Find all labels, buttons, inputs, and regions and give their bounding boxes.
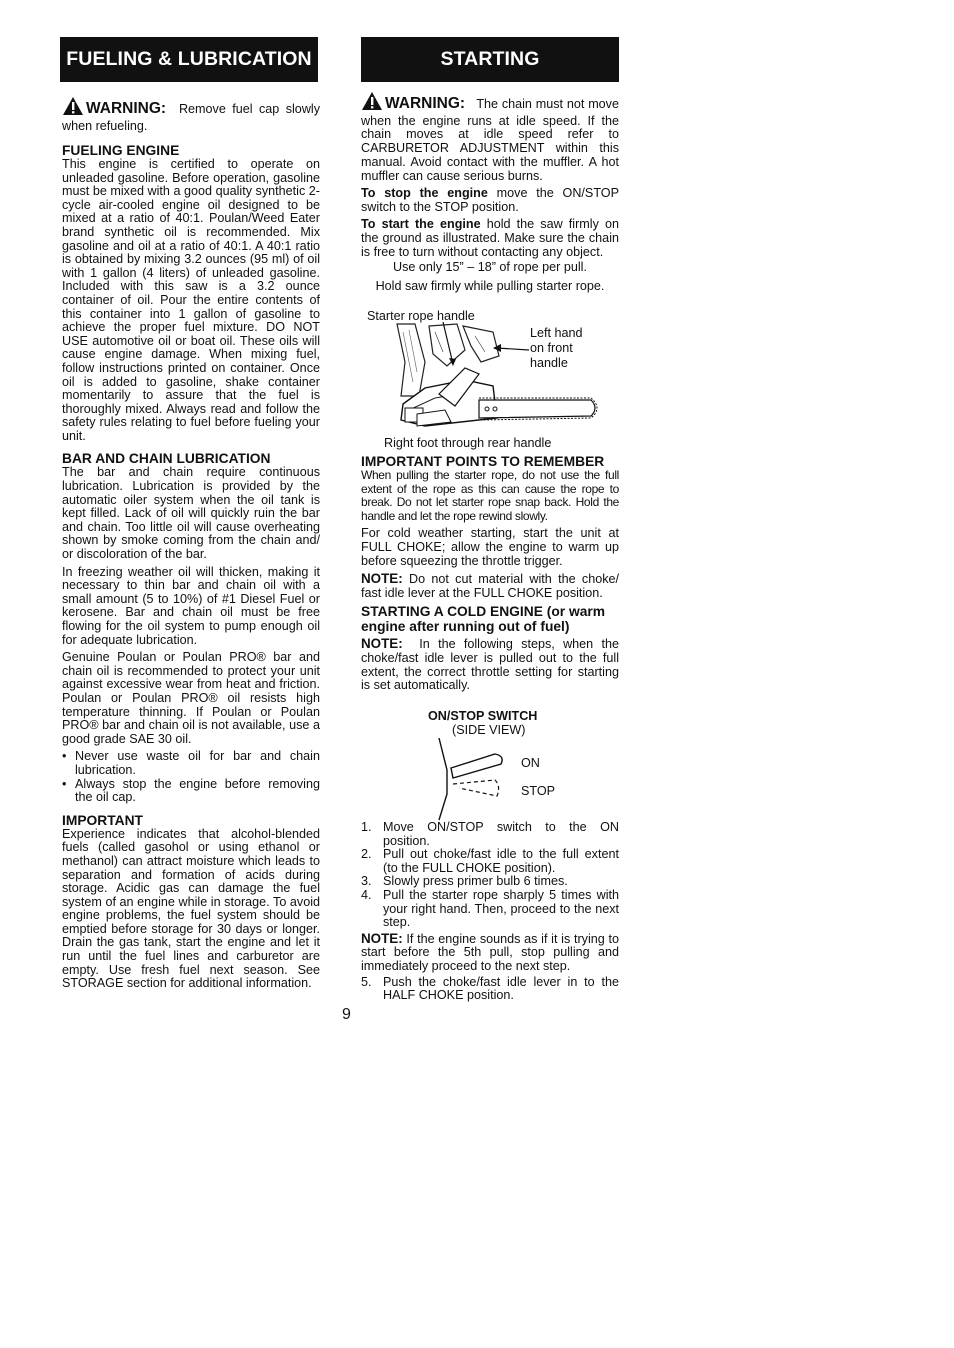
chainsaw-starting-illustration xyxy=(395,322,600,432)
paragraph-note-fifth-pull xyxy=(361,932,619,974)
page-number: 9 xyxy=(342,1006,351,1023)
paragraph-points-2: For cold weather starting, start the unit at FULL CHOKE; allow the engine to warm up before squeezing the throttle trigger. xyxy=(361,526,619,568)
paragraph-bar-2: In freezing weather oil will thicken, making it necessary to thin bar and chain oil with a small amount (5 to 10%) of #1 Diesel Fuel or kerosene. Bar and chain oil must be free flowing for the oil system to pump enough oil for adequate lubrication. xyxy=(62,564,320,647)
step-number: 2. xyxy=(361,847,372,862)
note-text: In the following steps, when the choke/fast idle lever is pulled out to the full extent, the correct throttle setting for starting is set automatically. xyxy=(361,637,619,693)
heading-bar-chain: BAR AND CHAIN LUBRICATION xyxy=(62,451,271,467)
warning-triangle-icon xyxy=(62,96,84,119)
paragraph-start-engine xyxy=(361,218,619,259)
heading-important: IMPORTANT xyxy=(62,812,143,828)
note-text: If the engine sounds as if it is trying to start before the 5th pull, stop pulling and immediately proceed to the next step. xyxy=(361,931,619,973)
paragraph-fueling: This engine is certified to operate on unleaded gasoline. Before operation, gasoline must be mixed with a good quality synthetic 2-cycle air-cooled engine oil designed to be mixed at a ratio of 40:1. Poulan/Weed Eater brand synthetic oil is recommended. Mix gasoline and oil at a ratio of 40:1. A 40:1 ratio is obtained by mixing 3.2 ounces (95 ml) of oil with 1 gallon (4 liters) of unleaded gasoline. Included with this saw is a 3.2 ounce container of oil. Pour the entire contents of this container into 1 gallon of gasoline to achieve the proper fuel mixture. DO NOT USE automotive oil or boat oil. These oils will cause engine damage. When mixing fuel, follow instructions printed on container. Once oil is added to gasoline, shake container momentarily to assure that the fuel is thoroughly mixed. Always read and follow the safety rules relating to fuel before fueling your unit. xyxy=(62,157,320,443)
warning-label: WARNING: xyxy=(86,100,167,117)
warning-refuel xyxy=(62,96,320,133)
step-text: Push the choke/fast idle lever in to the HALF CHOKE position. xyxy=(383,974,619,1003)
paragraph-stop-engine xyxy=(361,187,619,214)
rope-length-note: Use only 15” – 18” of rope per pull. xyxy=(393,260,587,275)
step-text: Pull the starter rope sharply 5 times with your right hand. Then, proceed to the next step. xyxy=(383,887,619,930)
list-item: • Always stop the engine before removing the oil cap. xyxy=(62,778,320,805)
right-column xyxy=(361,91,619,293)
switch-figure-title: ON/STOP SWITCH xyxy=(428,709,538,723)
step-text: Pull out choke/fast idle to the full extent (to the FULL CHOKE position). xyxy=(383,847,619,875)
list-item xyxy=(361,889,619,930)
switch-label-on: ON xyxy=(521,756,540,770)
step-number: 5. xyxy=(361,974,372,989)
warning-label: WARNING: xyxy=(385,95,466,112)
hold-saw-note: Hold saw firmly while pulling starter rope. xyxy=(375,278,605,293)
right-column-lower xyxy=(361,454,619,697)
heading-fueling-engine: FUELING ENGINE xyxy=(62,143,180,158)
on-stop-switch-illustration xyxy=(425,736,515,822)
step-number: 3. xyxy=(361,874,372,889)
switch-figure-subtitle: (SIDE VIEW) xyxy=(452,723,526,737)
note-label: NOTE: xyxy=(361,930,403,946)
start-engine-label: To start the engine xyxy=(361,217,481,232)
step-text: Move ON/STOP switch to the ON position. xyxy=(383,820,619,848)
label-left-hand-line: handle xyxy=(530,356,568,370)
switch-label-stop: STOP xyxy=(521,784,556,798)
label-starter-rope-handle: Starter rope handle xyxy=(367,309,475,323)
list-item xyxy=(361,976,619,1003)
warning-triangle-icon xyxy=(361,91,383,115)
note-label: NOTE: xyxy=(361,571,403,587)
start-engine-text: hold the saw firmly on the ground as illustrated. Make sure the chain is free to turn without contacting any object. xyxy=(361,217,619,259)
note-text: Do not cut material with the choke/ fast idle lever at the FULL CHOKE position. xyxy=(361,572,620,600)
list-item xyxy=(361,875,619,889)
list-item: • Never use waste oil for bar and chain lubrication. xyxy=(62,750,320,777)
paragraph-note-steps xyxy=(361,637,619,692)
paragraph-bar-3: Genuine Poulan or Poulan PRO® bar and chain oil is recommended to protect your unit against excessive wear from heat and friction. Poulan or Poulan PRO® oil resists high temperature thinning. If Poulan or Poulan PRO® bar and chain oil is not available, use a good grade SAE 30 oil. xyxy=(62,650,320,746)
right-column-steps xyxy=(361,821,619,1003)
bar-bullet-list xyxy=(62,750,320,804)
label-right-foot: Right foot through rear handle xyxy=(384,436,552,450)
label-left-hand-line: Left hand xyxy=(530,326,583,340)
paragraph-bar-1: The bar and chain require continuous lubrication. Lubrication is provided by the automatic oiler system when the oil tank is kept filled. Lack of oil will quickly ruin the bar and chain. Too little oil will cause overheating shown by smoke coming from the chain and/ or discoloration of the bar. xyxy=(62,465,320,562)
stop-engine-text: move the ON/STOP switch to the STOP position. xyxy=(361,186,619,214)
note-label: NOTE: xyxy=(361,636,403,652)
steps-list-continued xyxy=(361,976,619,1003)
warning-chain xyxy=(361,91,619,183)
paragraph-points-1: When pulling the starter rope, do not use the full extent of the rope as this can cause the rope to break. Do not let starter rope snap back. Hold the handle and let the rope rewind slowly. xyxy=(361,468,619,523)
steps-list xyxy=(361,821,619,930)
paragraph-note-choke xyxy=(361,572,619,600)
section-banner-fueling: FUELING & LUBRICATION xyxy=(60,37,318,82)
step-text: Slowly press primer bulb 6 times. xyxy=(383,874,568,889)
heading-important-points: IMPORTANT POINTS TO REMEMBER xyxy=(361,454,605,469)
list-item xyxy=(361,821,619,848)
step-number: 4. xyxy=(361,887,372,902)
label-left-hand-line: on front xyxy=(530,341,573,355)
stop-engine-label: To stop the engine xyxy=(361,186,488,201)
step-number: 1. xyxy=(361,820,372,834)
list-item xyxy=(361,848,619,875)
warning-text: Remove fuel cap slowly when refueling. xyxy=(62,102,321,133)
heading-cold-engine: STARTING A COLD ENGINE (or warm engine after running out of fuel) xyxy=(361,604,606,635)
section-banner-starting: STARTING xyxy=(361,37,619,82)
paragraph-important: Experience indicates that alcohol-blended fuels (called gasohol or using ethanol or methanol) can attract moisture which leads to separation and formation of acids during storage. Acidic gas can damage the fuel system of an engine while in storage. To avoid engine problems, the fuel system should be emptied before storage for 30 days or longer. Drain the gas tank, start the engine and let it run until the fuel lines and carburetor are empty. Use fresh fuel next season. See STORAGE section for additional information. xyxy=(62,826,320,991)
left-column xyxy=(62,96,320,995)
warning-text: The chain must not move when the engine runs at idle speed. If the chain moves at idle speed refer to CARBURETOR ADJUSTMENT within this manual. Avoid contact with the muffler. A hot muffler can cause serious burns. xyxy=(361,97,619,183)
